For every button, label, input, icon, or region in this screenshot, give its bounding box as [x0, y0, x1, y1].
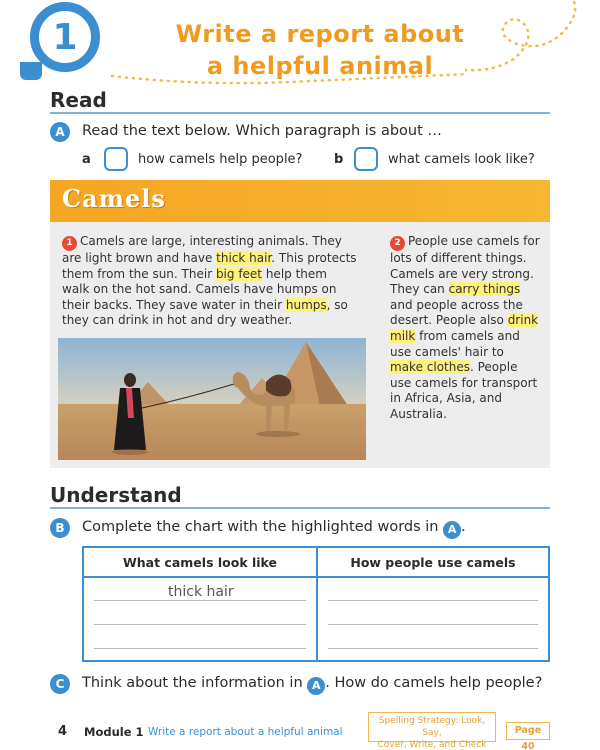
- task-b-ref-badge: A: [443, 521, 461, 539]
- unit-number: 1: [30, 2, 100, 72]
- unit-badge: [0, 0, 120, 90]
- decorative-swirl-icon: [465, 0, 600, 90]
- understand-heading: Understand: [50, 483, 182, 507]
- paragraph-1-text-2: . This protects them from the sun. Their: [62, 251, 357, 281]
- footer-strategy-line1: Spelling Strategy: Look, Say,: [378, 716, 486, 738]
- paragraph-2: [390, 234, 540, 423]
- article-title: Camels: [62, 184, 166, 213]
- paragraph-2-text-4: . People use camels for transport in Africa, Asia, and Australia.: [390, 360, 538, 421]
- page-title-line2: a helpful animal: [206, 52, 434, 80]
- footer-module: Module 1: [84, 725, 144, 739]
- task-b-end: .: [461, 519, 466, 535]
- highlight-humps: humps: [285, 297, 327, 312]
- unit-badge-tab: [20, 62, 42, 80]
- paragraph-1-number: 1: [62, 236, 77, 251]
- task-c-ref-badge: A: [307, 677, 325, 695]
- task-c-prompt: [82, 675, 542, 695]
- chart-write-line[interactable]: [328, 600, 538, 601]
- task-a-prompt: Read the text below. Which paragraph is about …: [82, 123, 442, 139]
- chart-write-line[interactable]: [328, 624, 538, 625]
- chart-column-divider: [316, 548, 318, 660]
- read-rule: [50, 112, 550, 114]
- page-title-line1: Write a report about: [175, 20, 465, 48]
- footer-page-number: 4: [58, 724, 68, 739]
- option-b-checkbox[interactable]: [354, 147, 378, 171]
- chart-write-line[interactable]: [94, 600, 306, 601]
- highlight-drink-milk: drink milk: [390, 313, 539, 343]
- paragraph-2-text-3: from camels and use camels' hair to: [390, 328, 520, 359]
- task-b-prompt: [82, 519, 466, 539]
- camel-photo: [58, 338, 366, 460]
- paragraph-2-text-2: and people across the desert. People also: [390, 297, 523, 328]
- paragraph-2-text-1: People use camels for lots of different things. Camels are very strong. They can: [390, 234, 540, 297]
- highlight-big-feet: big feet: [215, 266, 263, 281]
- camel-chart: [82, 546, 550, 662]
- paragraph-1-text-3: help them walk on the hot sand. Camels have humps on their backs. They save water in their: [62, 266, 337, 312]
- understand-rule: [50, 507, 550, 509]
- footer-page-ref: Page 40: [506, 722, 550, 740]
- chart-entry-thick-hair: thick hair: [168, 584, 234, 600]
- footer-subtitle: Write a report about a helpful animal: [148, 726, 343, 738]
- task-b-prompt-text: Complete the chart with the highlighted words in: [82, 519, 439, 535]
- task-a-badge: A: [50, 122, 70, 142]
- task-c-prompt-after: . How do camels help people?: [325, 675, 543, 691]
- option-b-letter: b: [334, 152, 344, 167]
- chart-write-line[interactable]: [94, 624, 306, 625]
- paragraph-1-text-4: , so they can drink in hot and dry weather.: [62, 297, 348, 328]
- option-a-letter: a: [82, 152, 91, 167]
- chart-write-line[interactable]: [94, 648, 306, 649]
- option-a-checkbox[interactable]: [104, 147, 128, 171]
- highlight-thick-hair: thick hair: [216, 251, 272, 265]
- option-a-text: how camels help people?: [138, 152, 303, 167]
- task-c-badge: C: [50, 674, 70, 694]
- task-b-badge: B: [50, 518, 70, 538]
- decorative-dotted-line: [110, 72, 470, 86]
- paragraph-1: [62, 234, 358, 329]
- chart-header-look: What camels look like: [122, 554, 278, 570]
- read-heading: Read: [50, 88, 107, 112]
- chart-write-line[interactable]: [328, 648, 538, 649]
- paragraph-2-number: 2: [390, 236, 405, 251]
- footer-strategy-line2: Cover, Write, and Check: [377, 740, 487, 750]
- task-c-prompt-before: Think about the information in: [82, 675, 303, 691]
- highlight-carry-things: carry things: [448, 282, 521, 297]
- paragraph-1-text-1: Camels are large, interesting animals. They are light brown and have: [62, 234, 342, 265]
- chart-header-use: How people use camels: [350, 554, 516, 570]
- option-b-text: what camels look like?: [388, 152, 535, 167]
- highlight-make-clothes: make clothes: [390, 360, 470, 375]
- footer-spelling-strategy: [368, 712, 496, 750]
